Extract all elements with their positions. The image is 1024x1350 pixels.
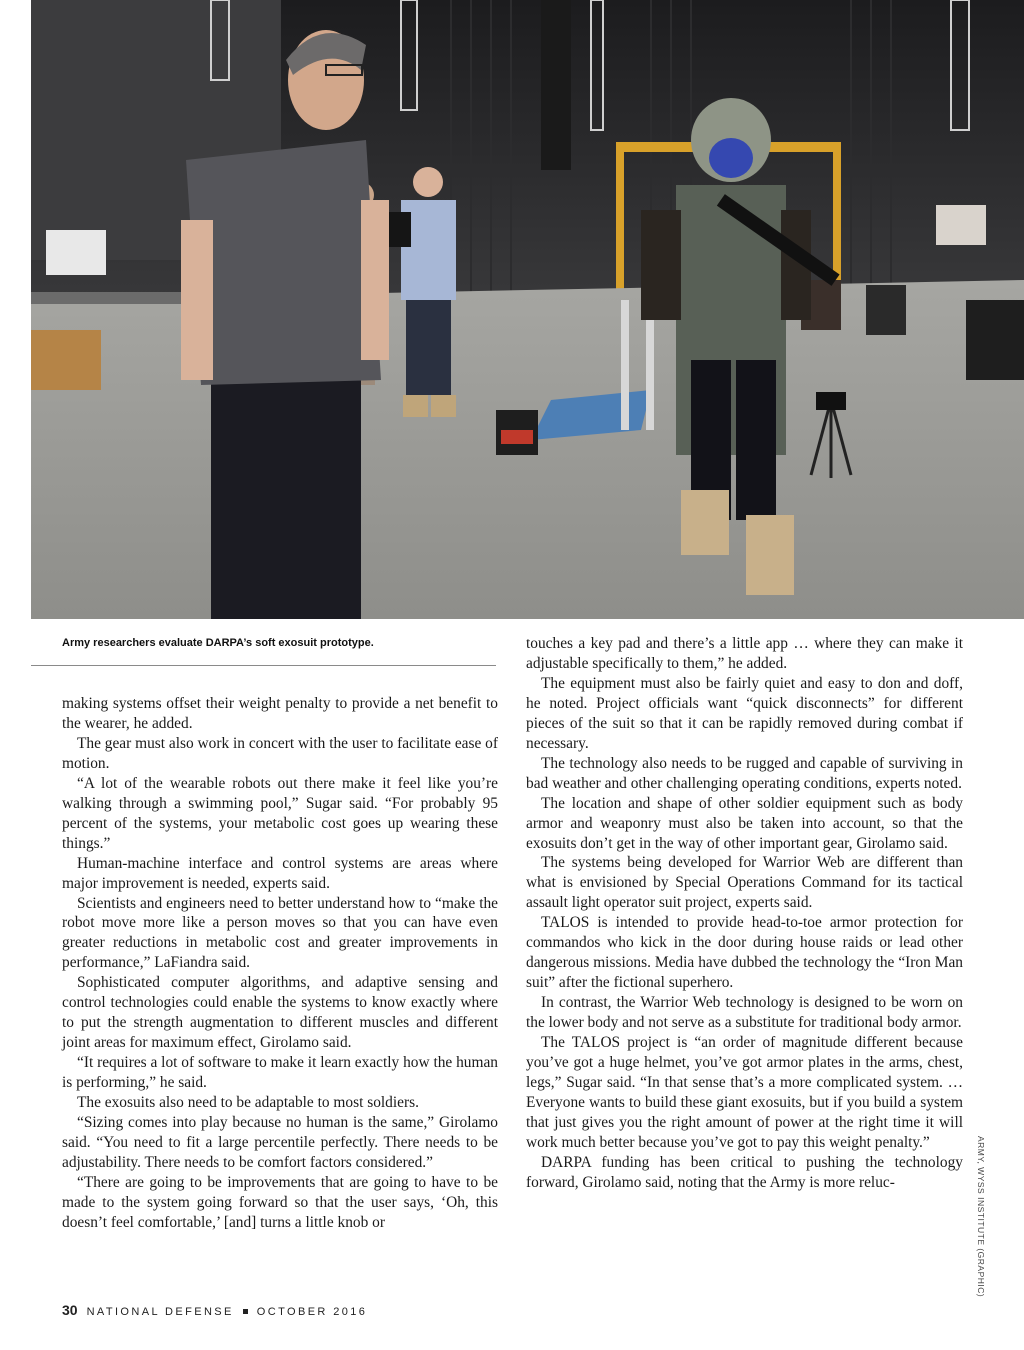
paragraph: The equipment must also be fairly quiet and easy to don and doff, he noted. Project officials want “quick disconnects” for different pieces of the suit so that it can be rapidly removed during combat if necessary.: [526, 674, 963, 752]
paragraph: making systems offset their weight penalty to provide a net benefit to the wearer, he added.: [62, 695, 498, 732]
photo-credit: ARMY, WYSS INSTITUTE (GRAPHIC): [976, 1136, 986, 1298]
photo-lab-exosuit-scene-icon: [31, 0, 1024, 619]
publication-name: NATIONAL DEFENSE: [86, 1306, 234, 1318]
paragraph: “A lot of the wearable robots out there make it feel like you’re walking through a swimming pool,” Sugar said. “For probably 95 percent of the systems, your metabolic cost goes up wearing these things.”: [62, 774, 498, 852]
square-separator-icon: [243, 1309, 248, 1314]
article-photo: [31, 0, 1024, 619]
paragraph: Sophisticated computer algorithms, and adaptive sensing and control technologies could enable the systems to know exactly where to put the strength augmentation to different muscles and different joint areas for maximum effect, Girolamo said.: [62, 974, 498, 1052]
paragraph: Human-machine interface and control systems are areas where major improvement is needed, experts said.: [62, 854, 498, 892]
paragraph: Scientists and engineers need to better understand how to “make the robot move more like a person moves so that you can have even greater reductions in metabolic cost and greater improvements in performance,” LaFiandra said.: [62, 894, 498, 972]
paragraph: touches a key pad and there’s a little app … where they can make it adjustable specifically to them,” he added.: [526, 635, 963, 672]
paragraph: The technology also needs to be rugged and capable of surviving in bad weather and other challenging operating conditions, experts noted.: [526, 754, 963, 792]
paragraph: The gear must also work in concert with the user to facilitate ease of motion.: [62, 734, 498, 772]
page-footer: [62, 1302, 367, 1318]
paragraph: The systems being developed for Warrior Web are different than what is envisioned by Special Operations Command for its tactical assault light operator suit project, experts said.: [526, 854, 963, 912]
paragraph: The exosuits also need to be adaptable to most soldiers.: [77, 1094, 419, 1112]
page-number: 30: [62, 1302, 78, 1318]
right-text-column: [526, 634, 963, 1193]
caption-divider: [31, 665, 496, 666]
paragraph: DARPA funding has been critical to pushing the technology forward, Girolamo said, noting that the Army is more reluc-: [526, 1153, 963, 1191]
issue-date: OCTOBER 2016: [256, 1306, 368, 1318]
paragraph: TALOS is intended to provide head-to-toe armor protection for commandos who kick in the door during house raids or lead other dangerous missions. Media have dubbed the technology the “Iron Man suit” after the fictional superhero.: [526, 914, 963, 992]
paragraph: The TALOS project is “an order of magnitude different because you’ve got a huge helmet, you’ve got armor plates in the arms, chest, legs,” Sugar said. “In that sense that’s a more complicated system. … Everyone wants to build these giant exosuits, but if you build a system that just gives you the right amount of power at the right time it will work much better because you’ve got to pay this weight penalty.”: [526, 1034, 963, 1151]
paragraph: The location and shape of other soldier equipment such as body armor and weaponry must also be taken into account, so that the exosuits don’t get in the way of other important gear, Girolamo said.: [526, 794, 963, 852]
paragraph: “It requires a lot of software to make it learn exactly how the human is performing,” he said.: [62, 1054, 498, 1092]
paragraph: “Sizing comes into play because no human is the same,” Girolamo said. “You need to fit a large percentile perfectly. There needs to be adjustability. There needs to be comfort factors considered.”: [62, 1114, 498, 1171]
photo-caption: Army researchers evaluate DARPA’s soft exosuit prototype.: [62, 637, 374, 649]
paragraph: In contrast, the Warrior Web technology is designed to be worn on the lower body and not serve as a substitute for traditional body armor.: [526, 994, 963, 1032]
left-text-column: [62, 694, 498, 1233]
paragraph: “There are going to be improvements that are going to have to be made to the system going forward so that the user says, ‘Oh, this doesn’t feel comfortable,’ [and] turns a little knob or: [62, 1173, 498, 1231]
